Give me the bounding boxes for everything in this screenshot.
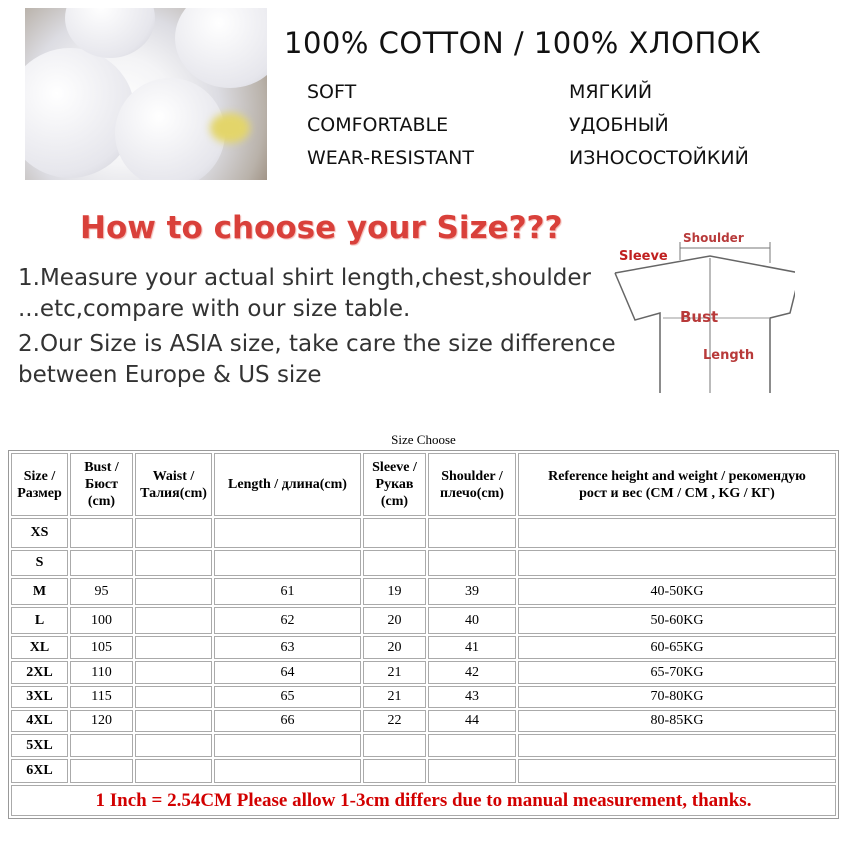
value-cell <box>135 661 212 684</box>
column-header <box>518 453 836 516</box>
size-cell: S <box>11 550 68 576</box>
value-cell <box>214 759 361 783</box>
value-cell: 39 <box>428 578 516 605</box>
value-cell: 63 <box>214 636 361 659</box>
value-cell: 62 <box>214 607 361 634</box>
guide-line: 2.Our Size is ASIA size, take care the size difference <box>18 331 616 357</box>
value-cell <box>135 686 212 708</box>
value-cell: 105 <box>70 636 133 659</box>
feature-en: COMFORTABLE <box>307 114 449 136</box>
guide-line: 1.Measure your actual shirt length,chest,shoulder <box>18 265 592 291</box>
feature-en: SOFT <box>307 81 357 103</box>
header-line: (cm) <box>87 494 116 509</box>
table-row <box>11 686 836 708</box>
value-cell <box>135 550 212 576</box>
value-cell <box>428 550 516 576</box>
measurement-note: 1 Inch = 2.54CM Please allow 1-3cm differs due to manual measurement, thanks. <box>11 785 836 816</box>
value-cell <box>518 550 836 576</box>
column-header <box>428 453 516 516</box>
size-cell: M <box>11 578 68 605</box>
feature-ru: ИЗНОСОСТОЙКИЙ <box>569 147 749 169</box>
table-caption: Size Choose <box>391 432 456 447</box>
column-header <box>363 453 426 516</box>
length-label: Length <box>703 348 755 363</box>
value-cell: 65-70KG <box>518 661 836 684</box>
size-cell: L <box>11 607 68 634</box>
header-line: (cm) <box>380 494 409 509</box>
header-line: Waist / <box>152 468 195 484</box>
header-line: Shoulder / <box>441 468 503 484</box>
column-header <box>214 453 361 516</box>
value-cell: 40-50KG <box>518 578 836 605</box>
value-cell: 66 <box>214 710 361 732</box>
header-line: рост и вес (CM / CM , KG / КГ) <box>579 485 775 501</box>
value-cell <box>363 518 426 548</box>
column-header <box>70 453 133 516</box>
column-header <box>11 453 68 516</box>
value-cell: 42 <box>428 661 516 684</box>
headline: 100% COTTON / 100% ХЛОПОК <box>284 26 762 60</box>
value-cell: 43 <box>428 686 516 708</box>
value-cell: 41 <box>428 636 516 659</box>
guide-title: How to choose your Size??? <box>80 210 563 246</box>
bust-label: Bust <box>680 308 719 326</box>
value-cell <box>135 710 212 732</box>
value-cell: 115 <box>70 686 133 708</box>
value-cell: 22 <box>363 710 426 732</box>
value-cell: 95 <box>70 578 133 605</box>
tshirt-diagram <box>605 228 795 393</box>
value-cell <box>70 734 133 757</box>
value-cell: 100 <box>70 607 133 634</box>
value-cell: 110 <box>70 661 133 684</box>
value-cell <box>135 636 212 659</box>
table-row <box>11 636 836 659</box>
guide-line: ...etc,compare with our size table. <box>18 296 411 322</box>
header-line: Bust / <box>84 460 119 475</box>
value-cell: 64 <box>214 661 361 684</box>
value-cell: 19 <box>363 578 426 605</box>
size-table <box>8 450 839 819</box>
value-cell: 120 <box>70 710 133 732</box>
value-cell <box>214 550 361 576</box>
feature-ru: УДОБНЫЙ <box>569 114 669 136</box>
value-cell: 21 <box>363 686 426 708</box>
value-cell <box>363 759 426 783</box>
value-cell: 80-85KG <box>518 710 836 732</box>
value-cell <box>518 518 836 548</box>
cotton-photo <box>25 8 267 180</box>
value-cell <box>135 734 212 757</box>
value-cell: 61 <box>214 578 361 605</box>
value-cell <box>135 518 212 548</box>
table-row <box>11 734 836 757</box>
value-cell: 60-65KG <box>518 636 836 659</box>
value-cell <box>518 734 836 757</box>
header-line: плечо(cm) <box>440 485 504 501</box>
table-row <box>11 607 836 634</box>
size-cell: XL <box>11 636 68 659</box>
feature-ru: МЯГКИЙ <box>569 81 653 103</box>
table-row <box>11 661 836 684</box>
value-cell <box>214 734 361 757</box>
shoulder-label: Shoulder <box>683 231 744 245</box>
value-cell <box>70 518 133 548</box>
value-cell: 44 <box>428 710 516 732</box>
table-row <box>11 710 836 732</box>
value-cell: 20 <box>363 636 426 659</box>
header-line: Размер <box>17 485 62 501</box>
sleeve-label: Sleeve <box>619 249 668 264</box>
table-row <box>11 759 836 783</box>
value-cell <box>363 734 426 757</box>
value-cell: 21 <box>363 661 426 684</box>
header-line: Талия(cm) <box>140 485 207 501</box>
value-cell <box>428 518 516 548</box>
value-cell: 70-80KG <box>518 686 836 708</box>
header-line: Reference height and weight / рекомендую <box>548 468 806 484</box>
size-cell: 3XL <box>11 686 68 708</box>
column-header <box>135 453 212 516</box>
size-cell: XS <box>11 518 68 548</box>
value-cell: 20 <box>363 607 426 634</box>
feature-en: WEAR-RESISTANT <box>307 147 474 169</box>
value-cell <box>135 607 212 634</box>
value-cell <box>70 550 133 576</box>
header-line: Бюст <box>84 477 119 492</box>
guide-line: between Europe & US size <box>18 362 322 388</box>
value-cell: 40 <box>428 607 516 634</box>
value-cell <box>135 759 212 783</box>
header-line: Sleeve / <box>372 460 417 475</box>
table-row <box>11 550 836 576</box>
value-cell <box>428 734 516 757</box>
value-cell <box>363 550 426 576</box>
size-cell: 5XL <box>11 734 68 757</box>
header-line: Рукав <box>375 477 414 492</box>
size-cell: 4XL <box>11 710 68 732</box>
table-row <box>11 518 836 548</box>
value-cell <box>135 578 212 605</box>
value-cell <box>70 759 133 783</box>
value-cell <box>518 759 836 783</box>
table-row <box>11 578 836 605</box>
value-cell <box>428 759 516 783</box>
value-cell: 50-60KG <box>518 607 836 634</box>
header-line: Size / <box>23 468 56 484</box>
size-cell: 2XL <box>11 661 68 684</box>
value-cell <box>214 518 361 548</box>
value-cell: 65 <box>214 686 361 708</box>
size-cell: 6XL <box>11 759 68 783</box>
header-line: Length / длина(cm) <box>228 477 347 492</box>
